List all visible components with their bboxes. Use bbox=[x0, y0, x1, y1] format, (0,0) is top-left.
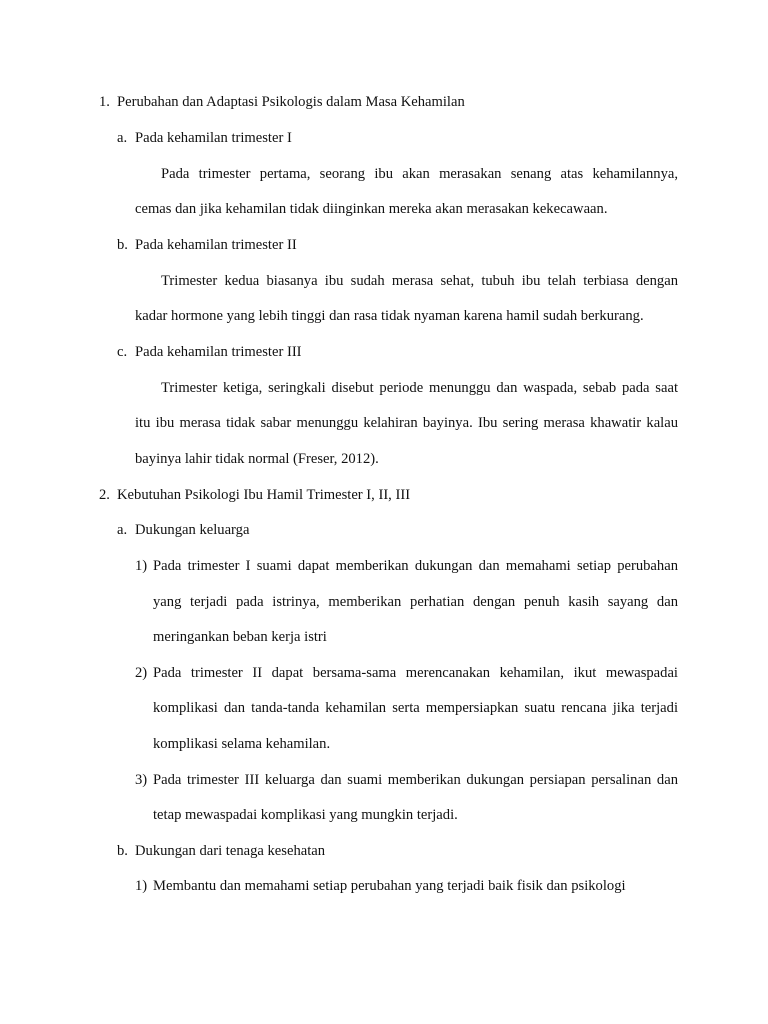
item-1a-heading: Pada kehamilan trimester I bbox=[135, 130, 292, 146]
item-1c-paragraph-line: itu ibu merasa tidak sabar menunggu kelahiran bayinya. Ibu sering merasa khawatir kalau bbox=[135, 415, 678, 431]
item-2b-heading: Dukungan dari tenaga kesehatan bbox=[135, 843, 326, 859]
section-2-title: Kebutuhan Psikologi Ibu Hamil Trimester I, II, III bbox=[117, 487, 411, 503]
item-1c-paragraph-line: bayinya lahir tidak normal (Freser, 2012). bbox=[135, 451, 379, 467]
point-2a2-line: Pada trimester II dapat bersama-sama merencanakan kehamilan, ikut mewaspadai bbox=[153, 665, 678, 681]
point-2a3-line: Pada trimester III keluarga dan suami memberikan dukungan persiapan persalinan dan bbox=[153, 772, 678, 788]
item-1a-paragraph-line: Pada trimester pertama, seorang ibu akan merasakan senang atas kehamilannya, bbox=[161, 166, 678, 182]
item-1b-marker: b. bbox=[117, 237, 128, 253]
item-1c-heading: Pada kehamilan trimester III bbox=[135, 344, 302, 360]
item-1a-marker: a. bbox=[117, 130, 128, 146]
point-2a1-marker: 1) bbox=[135, 558, 148, 574]
point-2a2-line: komplikasi selama kehamilan. bbox=[153, 736, 331, 752]
point-2a1-line: yang terjadi pada istrinya, memberikan perhatian dengan penuh kasih sayang dan bbox=[153, 594, 678, 610]
point-2a1-line: meringankan beban kerja istri bbox=[153, 629, 327, 645]
item-1a-paragraph-line: cemas dan jika kehamilan tidak diinginkan mereka akan merasakan kekecawaan. bbox=[135, 201, 608, 217]
item-1b-paragraph-line: Trimester kedua biasanya ibu sudah merasa sehat, tubuh ibu telah terbiasa dengan bbox=[161, 273, 678, 289]
section-1-title: Perubahan dan Adaptasi Psikologis dalam Masa Kehamilan bbox=[117, 94, 465, 110]
section-1-number: 1. bbox=[99, 94, 110, 110]
point-2b1-marker: 1) bbox=[135, 878, 148, 894]
point-2b1-line: Membantu dan memahami setiap perubahan yang terjadi baik fisik dan psikologi bbox=[153, 878, 626, 894]
point-2a3-line: tetap mewaspadai komplikasi yang mungkin terjadi. bbox=[153, 807, 458, 823]
item-1c-paragraph-line: Trimester ketiga, seringkali disebut periode menunggu dan waspada, sebab pada saat bbox=[161, 380, 678, 396]
section-2-number: 2. bbox=[99, 487, 110, 503]
point-2a1-line: Pada trimester I suami dapat memberikan dukungan dan memahami setiap perubahan bbox=[153, 558, 678, 574]
point-2a3-marker: 3) bbox=[135, 772, 148, 788]
item-2b-marker: b. bbox=[117, 843, 128, 859]
item-1c-marker: c. bbox=[117, 344, 128, 360]
item-2a-heading: Dukungan keluarga bbox=[135, 522, 250, 538]
item-1b-paragraph-line: kadar hormone yang lebih tinggi dan rasa tidak nyaman karena hamil sudah berkurang. bbox=[135, 308, 644, 324]
item-1b-heading: Pada kehamilan trimester II bbox=[135, 237, 297, 253]
item-2a-marker: a. bbox=[117, 522, 128, 538]
point-2a2-marker: 2) bbox=[135, 665, 148, 681]
point-2a2-line: komplikasi dan tanda-tanda kehamilan serta mempersiapkan suatu rencana jika terjadi bbox=[153, 700, 678, 716]
